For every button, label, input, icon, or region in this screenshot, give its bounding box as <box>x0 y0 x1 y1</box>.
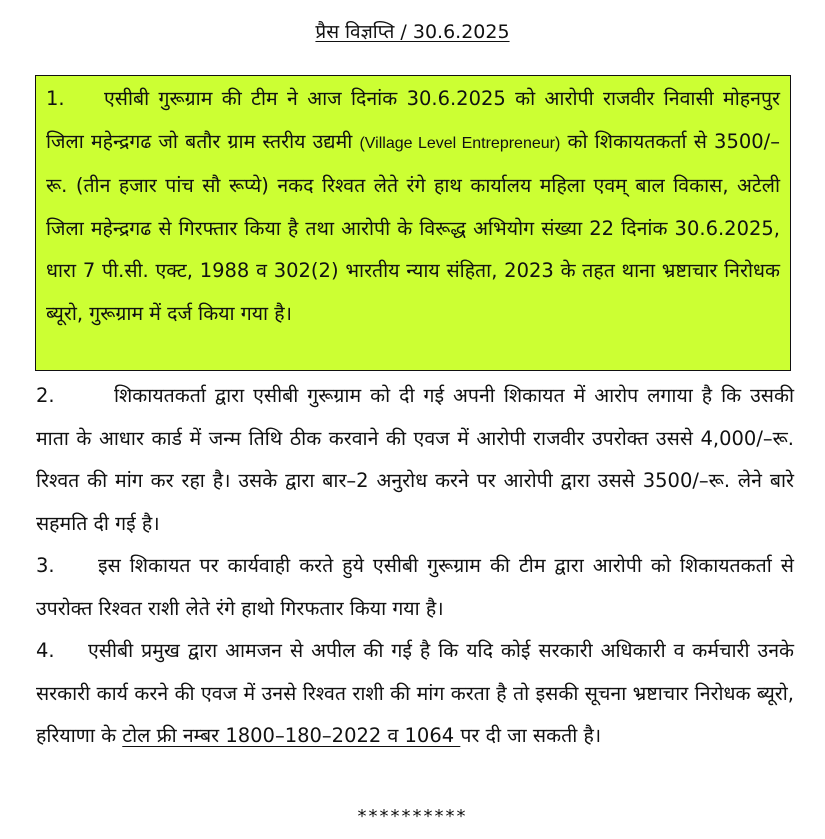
paragraph-text: को शिकायतकर्ता से 3500/–रू. (तीन हजार पांच सौ रूप्ये) नकद रिश्वत लेते रंगे हाथ कार्यालय महिला एवम् बाल विकास, अटेली जिला महेन्द्रगढ से गिरफ्तार किया है तथा आरोपी के विरूद्ध अभियोग संख्या 22 दिनांक 30.6.2025, धारा 7 पी.सी. एक्ट, 1988 व 302(2) भारतीय न्याय संहिता, 2023 के तहत थाना भ्रष्टाचार निरोधक ब्यूरो, गुरूग्राम में दर्ज किया गया है। <box>46 129 780 325</box>
paragraph-number: 1. <box>46 87 65 110</box>
title-text: प्रैस विज्ञप्ति / 30.6.2025 <box>315 21 510 43</box>
end-marker: ********** <box>357 806 468 827</box>
helpline-numbers: टोल फ्री नम्बर 1800–180–2022 व 1064 <box>122 724 461 747</box>
paragraph-number: 3. <box>36 554 55 577</box>
paragraph-text: एसीबी गुरूग्राम की टीम ने आज दिनांक 30.6.2025 को आरोपी राजवीर निवासी मोहनपुर जिला महेन्द्रगढ जो बतौर ग्राम स्तरीय उद्यमी <box>46 87 780 153</box>
paragraph-text: पर दी जा सकती है। <box>460 724 602 747</box>
paragraph-number: 4. <box>36 639 55 662</box>
paragraph-text: एसीबी प्रमुख द्वारा आमजन से अपील की गई है कि यदि कोई सरकारी अधिकारी व कर्मचारी उनके सरकारी कार्य करने की एवज में उनसे रिश्वत राशी की मांग करता है तो इसकी सूचना भ्रष्टाचार निरोधक ब्यूरो, हरियाणा के <box>36 639 794 747</box>
press-release-title <box>0 18 825 46</box>
paragraph-4 <box>36 630 794 758</box>
paragraph-text: इस शिकायत पर कार्यवाही करते हुये एसीबी गुरूग्राम की टीम द्वारा आरोपी को शिकायतकर्ता से उपरोक्त रिश्वत राशी लेते रंगे हाथो गिरफतार किया गया है। <box>36 554 794 620</box>
paragraph-2 <box>36 375 794 545</box>
paragraph-number: 2. <box>36 384 55 407</box>
paragraph-3 <box>36 545 794 630</box>
paragraph-text-english: (Village Level Entrepreneur) <box>359 134 561 152</box>
paragraph-1 <box>46 78 780 335</box>
paragraph-text: शिकायतकर्ता द्वारा एसीबी गुरूग्राम को दी गई अपनी शिकायत में आरोप लगाया है कि उसकी माता के आधार कार्ड में जन्म तिथि ठीक करवाने की एवज में आरोपी राजवीर उपरोक्त उससे 4,000/–रू. रिश्वत की मांग कर रहा है। उसके द्वारा बार–2 अनुरोध करने पर आरोपी द्वारा उससे 3500/–रू. लेने बारे सहमति दी गई है। <box>36 384 794 535</box>
